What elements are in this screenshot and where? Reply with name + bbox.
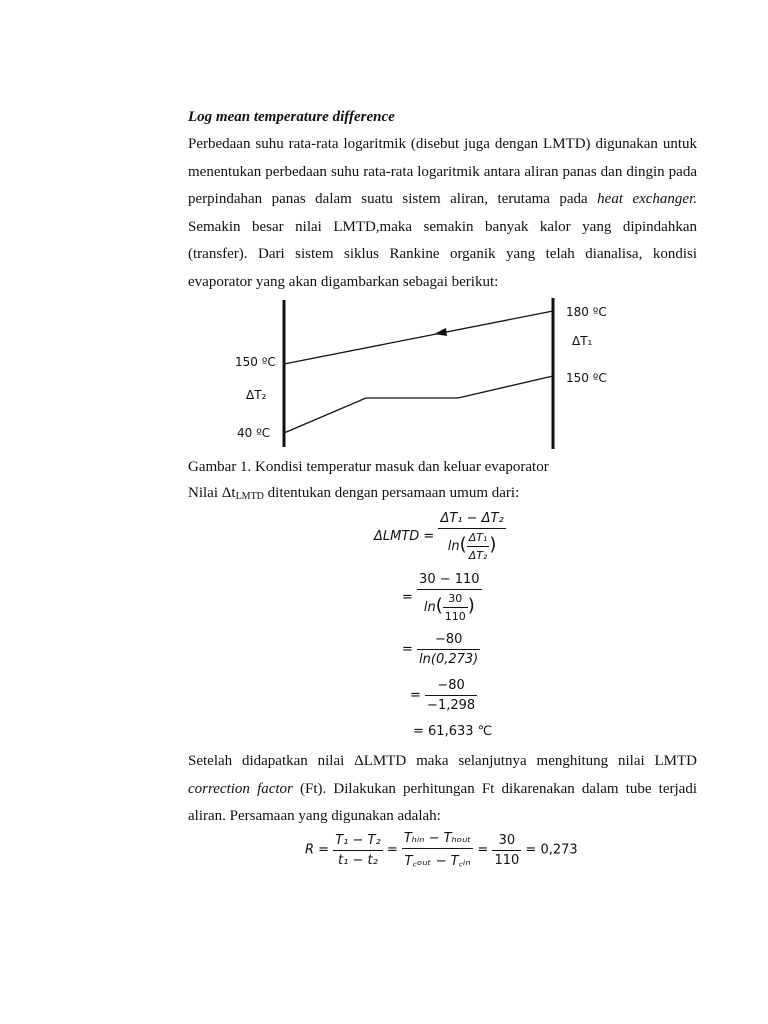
step2-fraction (417, 632, 480, 667)
lmtd-lhs: ΔLMTD = (374, 529, 435, 544)
inner-numerator: ΔT₁ (467, 531, 490, 547)
step3-denominator: −1,298 (427, 698, 476, 713)
italic-term: correction factor (188, 780, 293, 797)
r-fraction-1 (333, 833, 382, 868)
hot-stream-line (284, 311, 553, 364)
r-fraction-3 (492, 833, 521, 868)
r-fraction-2 (402, 831, 473, 869)
step2-denominator: ln(0,273) (419, 652, 479, 667)
section-title: Log mean temperature difference (188, 109, 395, 125)
step2-numerator: −80 (417, 632, 480, 650)
r-frac1-numerator: T₁ − T₂ (333, 833, 382, 851)
cold-stream-line (284, 376, 553, 433)
evaporator-temperature-diagram (0, 0, 768, 460)
paragraph-text: (Ft). Dilakukan perhitungan Ft dikarenakan dalam tube terjadi (292, 780, 697, 797)
ln-text: ln (447, 539, 460, 554)
paragraph-line: (transfer). Dari sistem siklus Rankine organik yang telah dianalisa, kondisi (188, 246, 697, 262)
r-lhs: R = (305, 842, 330, 858)
equals-sign: = (402, 590, 413, 605)
lmtd-step-1 (402, 572, 482, 623)
inner-denominator: ΔT₂ (468, 549, 488, 562)
r-frac2-numerator: Tₕᵢₙ − Tₕₒᵤₜ (402, 831, 473, 849)
equals-sign: = (410, 688, 421, 703)
step1-numerator: 30 − 110 (417, 572, 482, 590)
nilai-suffix: ditentukan dengan persamaan umum dari: (263, 485, 520, 501)
lmtd-step-2 (402, 632, 480, 667)
lmtd-step-3 (410, 678, 477, 713)
paragraph-line (188, 776, 697, 804)
paragraph-text: perpindahan panas dalam suatu sistem aliran, terutama pada (188, 191, 588, 207)
lmtd-inner-fraction (467, 531, 490, 562)
step3-fraction (425, 678, 477, 713)
nilai-prefix: Nilai Δt (188, 485, 236, 501)
paragraph-line: Semakin besar nilai LMTD,maka semakin banyak kalor yang dipindahkan (188, 218, 697, 235)
figure-caption: Gambar 1. Kondisi temperatur masuk dan keluar evaporator (188, 459, 549, 475)
equals-sign: = (477, 842, 489, 858)
equals-sign: = (402, 642, 413, 657)
label-150c-left: 150 ºC (235, 355, 276, 369)
step1-inner-fraction (443, 592, 468, 623)
lmtd-numerator: ΔT₁ − ΔT₂ (438, 511, 505, 529)
label-40c: 40 ºC (237, 426, 271, 440)
r-frac3-denominator: 110 (494, 852, 520, 868)
ln-text: ln (423, 600, 436, 615)
italic-term: heat exchanger. (597, 191, 697, 207)
label-delta-t1: ΔT₁ (572, 334, 593, 348)
paragraph-line: Perbedaan suhu rata-rata logaritmik (disebut juga dengan LMTD) digunakan untuk (188, 136, 697, 152)
label-180c: 180 ºC (566, 305, 607, 319)
lmtd-fraction (438, 511, 505, 562)
r-result: = 0,273 (525, 842, 578, 858)
equals-sign: = (386, 842, 398, 858)
inner-denominator: 110 (444, 610, 466, 623)
paragraph-line: aliran. Persamaan yang digunakan adalah: (188, 808, 441, 824)
lmtd-result: = 61,633 ℃ (413, 724, 493, 739)
r-frac1-denominator: t₁ − t₂ (338, 852, 378, 868)
r-frac3-numerator: 30 (492, 833, 521, 851)
r-frac2-denominator: T꜀ₒᵤₜ − T꜀ᵢₙ (404, 854, 471, 869)
inner-numerator: 30 (443, 592, 468, 608)
label-150c-right: 150 ºC (566, 371, 607, 385)
step1-denominator: ln( $\frac{30}{110}$ ) (423, 592, 475, 623)
paragraph-line: menentukan perbedaan suhu rata-rata logaritmik antara aliran panas dan dingin pada (188, 163, 697, 180)
step1-fraction (417, 572, 482, 623)
nilai-subscript: LMTD (235, 491, 264, 502)
step3-numerator: −80 (425, 678, 477, 696)
label-delta-t2: ΔT₂ (246, 388, 267, 402)
flow-arrow-icon (434, 328, 447, 336)
lmtd-denominator: ln( $\frac{\text{ΔT₁}}{\text{ΔT₂}}$ ) (447, 531, 497, 562)
paragraph-line: Setelah didapatkan nilai ΔLMTD maka selanjutnya menghitung nilai LMTD (188, 753, 697, 769)
paragraph-line: evaporator yang akan digambarkan sebagai berikut: (188, 273, 499, 290)
paragraph-correction-factor (188, 748, 697, 831)
lmtd-equation (374, 511, 506, 562)
r-equation (305, 831, 578, 869)
nilai-line (188, 482, 519, 508)
